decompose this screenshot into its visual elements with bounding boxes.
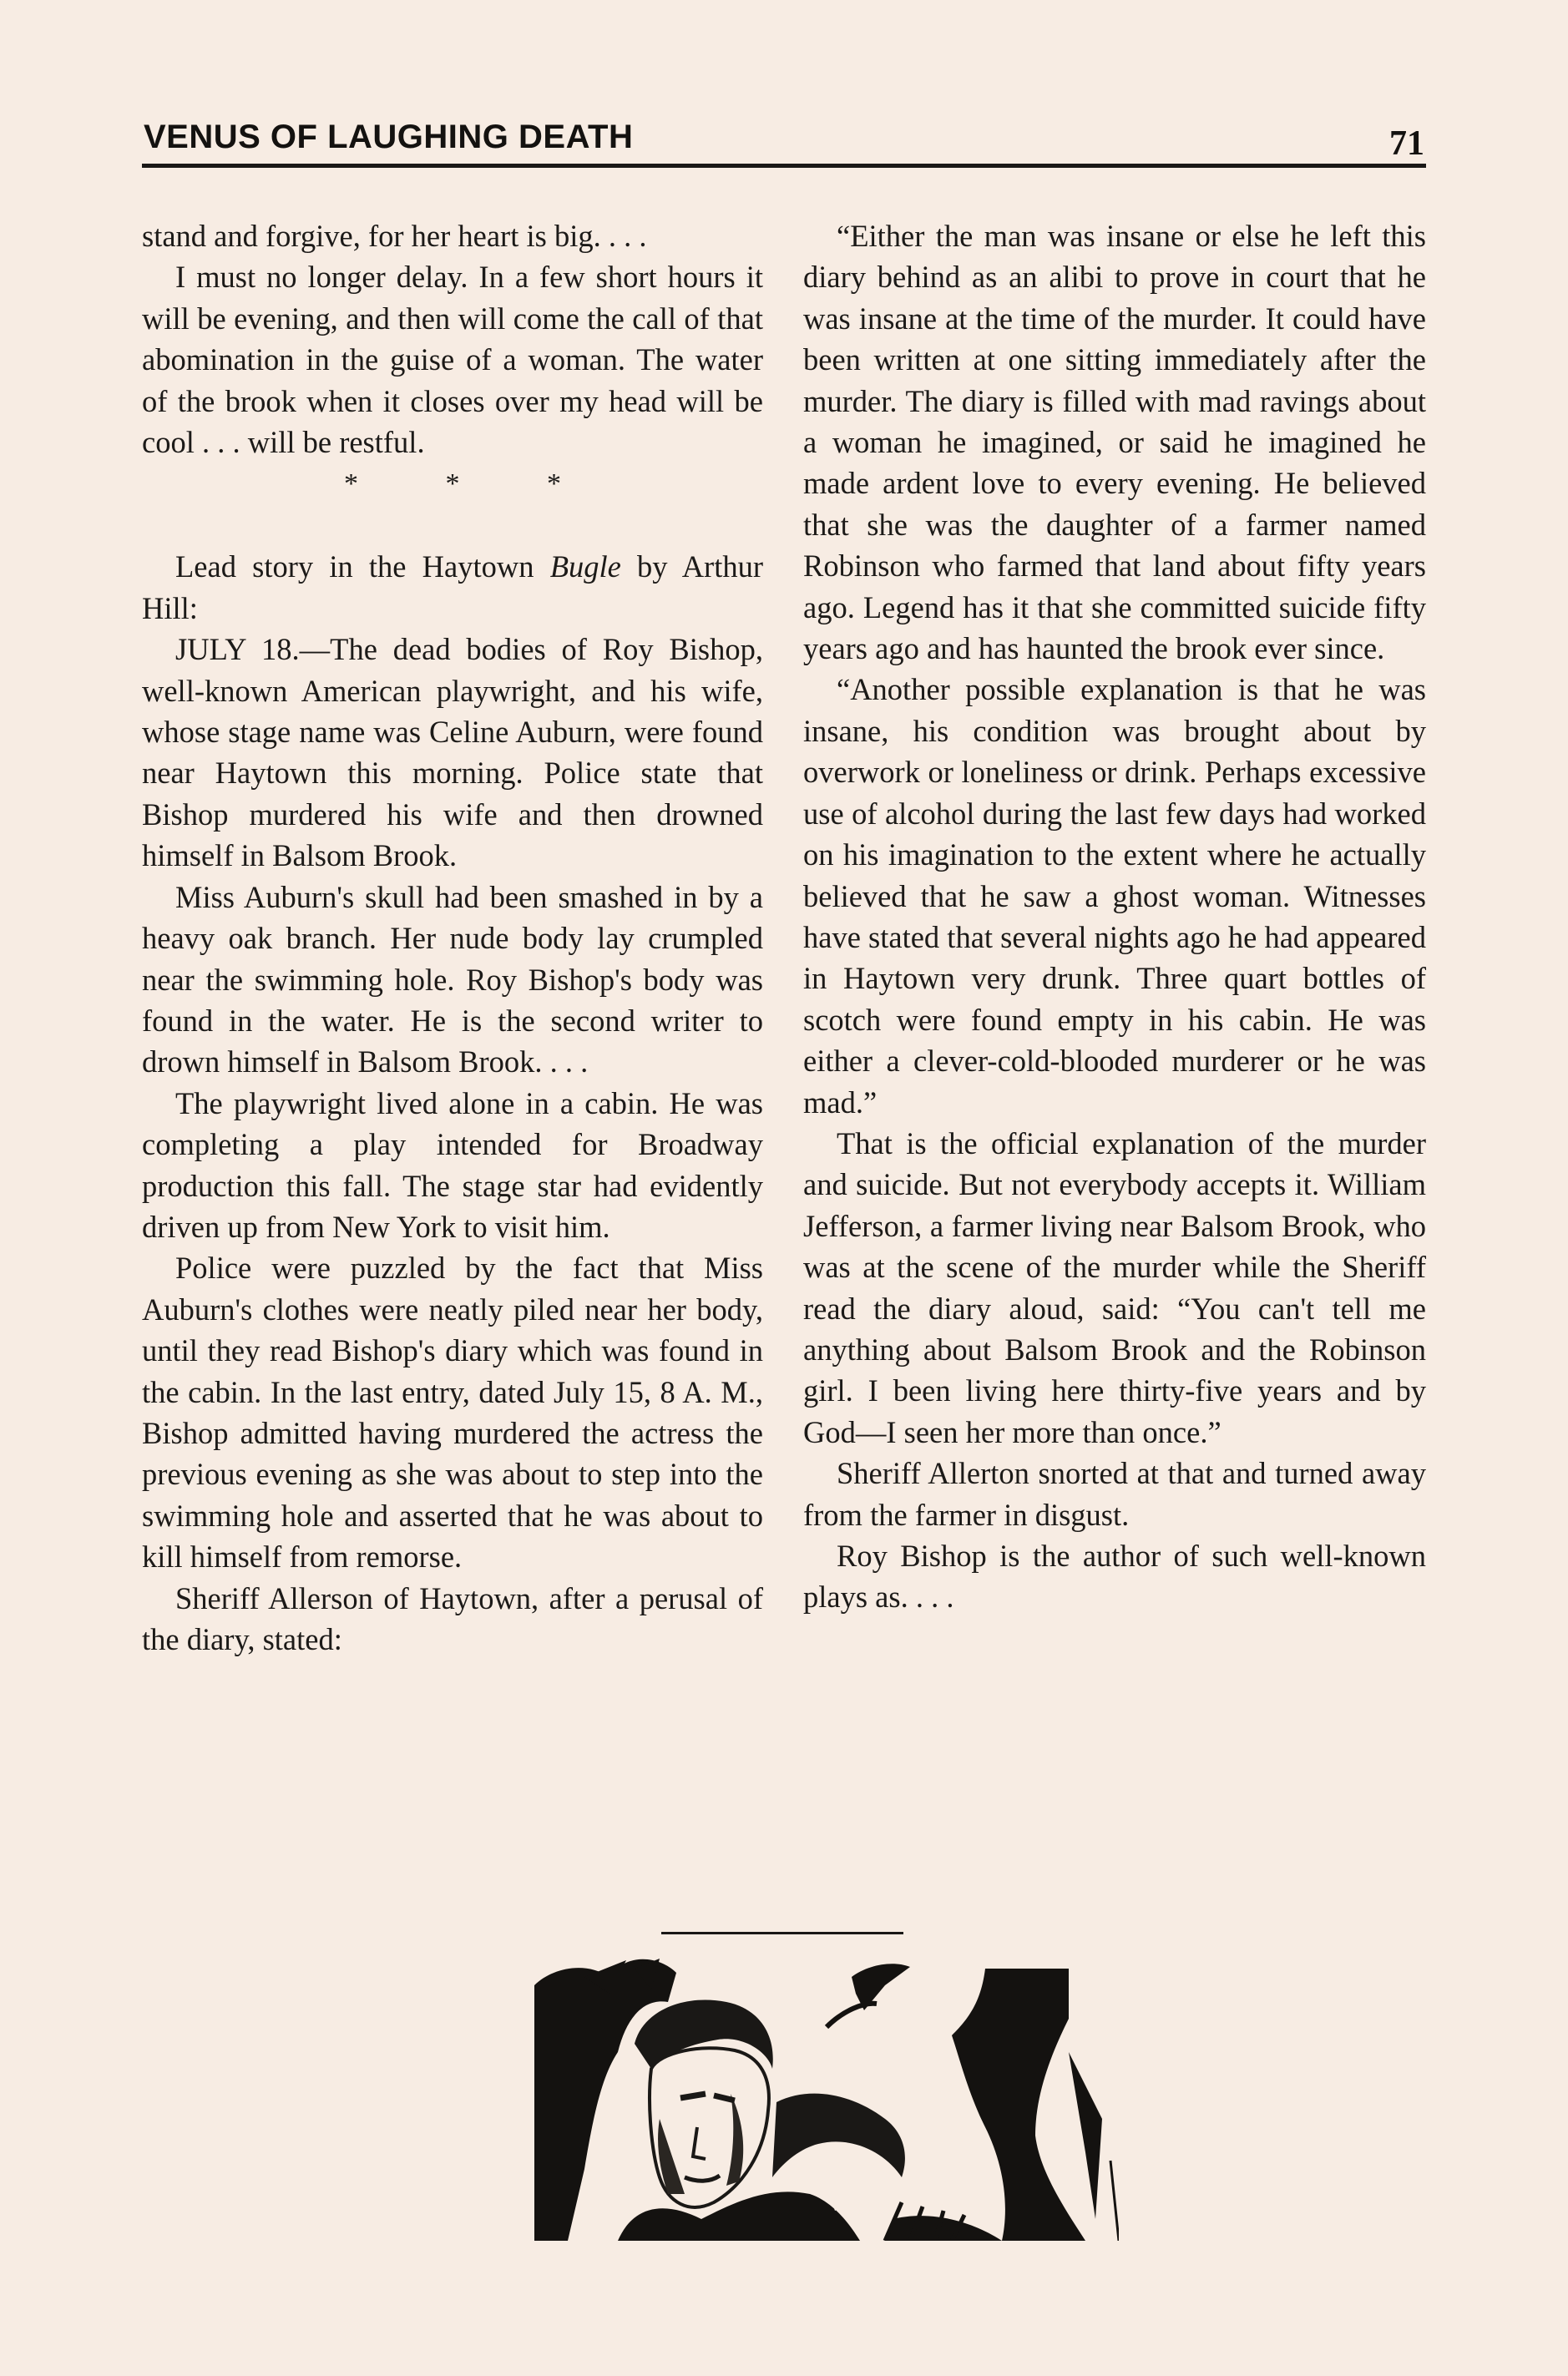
paragraph: “Another possible explanation is that he was insane, his condition was brought about by overwork or loneliness or drink. Perhaps excessive use of alcohol during the last few days had worked on his imagination to the extent where he actually believed that he saw a ghost woman. Witnesses have stated that several nights ago he had appeared in Haytown very drunk. Three quart bottles of scotch were found empty in his cabin. He was either a clever-cold-blooded murderer or he was mad.”	[803, 672, 1426, 1120]
illustration-rule	[661, 1932, 903, 1934]
header-rule	[142, 164, 1426, 168]
text-span: by Arthur Hill:	[142, 549, 763, 625]
text-span: Lead story in the Haytown	[175, 549, 550, 584]
paragraph: stand and forgive, for her heart is big. . . .	[142, 219, 647, 253]
right-column	[803, 215, 1426, 1618]
paragraph: Sheriff Allerton snorted at that and turned away from the farmer in disgust.	[803, 1456, 1426, 1532]
paragraph: “Either the man was insane or else he left this diary behind as an alibi to prove in court that he was insane at the time of the murder. It could have been written at one sitting immediately after the murder. The diary is filled with mad ravings about a woman he imagined, or said he imagined he made ardent love to every evening. He believed that she was the daughter of a farmer named Robinson who farmed that land about fifty years ago. Legend has it that she committed suicide fifty years ago and has haunted the brook ever since.	[803, 219, 1426, 666]
page-number: 71	[1389, 124, 1424, 163]
paragraph: That is the official explanation of the murder and suicide. But not everybody accepts it. William Jefferson, a farmer living near Balsom Brook, who was at the scene of the murder while the Sheriff read the diary aloud, said: “You can't tell me anything about Balsom Brook and the Robinson girl. I been living here thirty-five years and by God—I seen her more than once.”	[803, 1125, 1426, 1449]
paragraph: JULY 18.—The dead bodies of Roy Bishop, well-known American playwright, and his wife, whose stage name was Celine Auburn, were found near Haytown this morning. Police state that Bishop murdered his wife and then drowned himself in Balsom Brook.	[142, 632, 763, 873]
paragraph	[142, 546, 763, 629]
newspaper-name: Bugle	[549, 549, 621, 584]
paragraph: Roy Bishop is the author of such well-known plays as. . . .	[803, 1539, 1426, 1615]
running-title: VENUS OF LAUGHING DEATH	[144, 119, 634, 155]
ink-illustration	[534, 1952, 1119, 2241]
paragraph: I must no longer delay. In a few short hours it will be evening, and then will come the call of that abomination in the guise of a woman. The water of the brook when it closes over my head will be cool . . . will be restful.	[142, 260, 763, 460]
section-separator: * * *	[344, 468, 601, 500]
paragraph: Sheriff Allerson of Haytown, after a perusal of the diary, stated:	[142, 1580, 763, 1656]
paragraph: Police were puzzled by the fact that Miss Auburn's clothes were neatly piled near her body, until they read Bishop's diary which was found in the cabin. In the last entry, dated July 15, 8 A. M., Bishop admitted having murdered the actress the previous evening as she was about to step into the swimming hole and asserted that he was about to kill himself from remorse.	[142, 1251, 763, 1575]
left-column	[142, 215, 763, 1660]
page-header	[142, 114, 1426, 164]
paragraph: The playwright lived alone in a cabin. He was completing a play intended for Broadway production this fall. The stage star had evidently driven up from New York to visit him.	[142, 1085, 763, 1244]
paragraph: Miss Auburn's skull had been smashed in by a heavy oak branch. Her nude body lay crumpled near the swimming hole. Roy Bishop's body was found in the water. He is the second writer to drown himself in Balsom Brook. . . .	[142, 879, 763, 1079]
